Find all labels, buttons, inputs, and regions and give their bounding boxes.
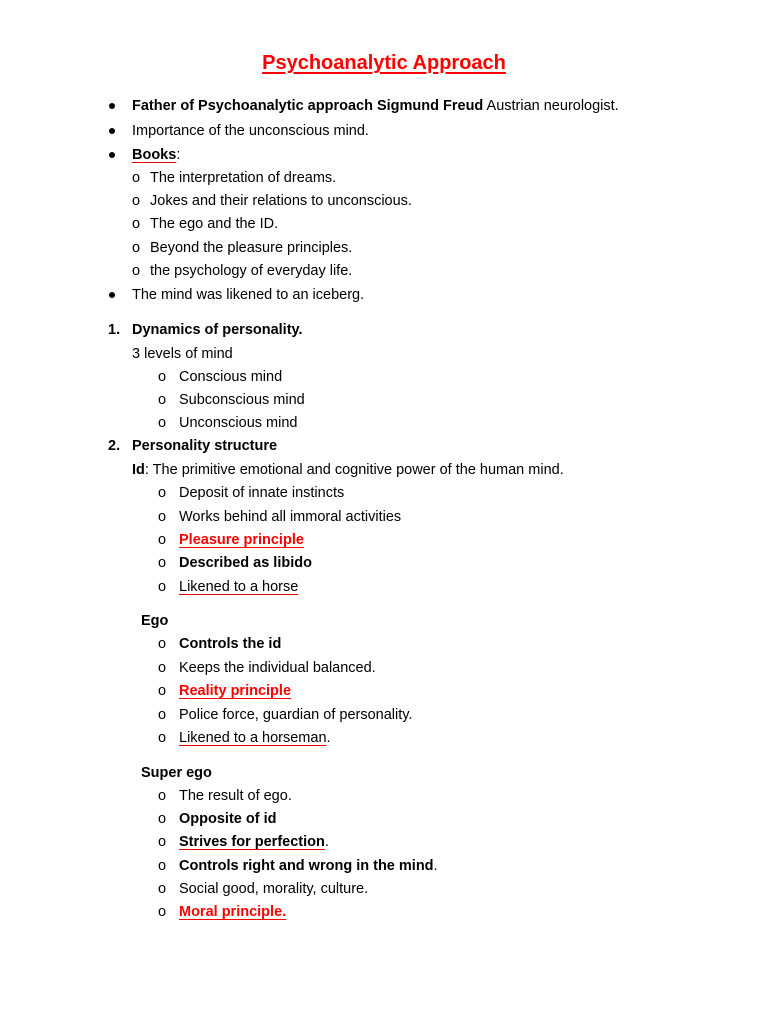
list-marker: o [158,392,167,408]
superego-label: Super ego [141,765,212,781]
mind-level-item: Subconscious mind [179,392,305,408]
mind-level-item: Unconscious mind [179,415,298,431]
list-marker: o [158,415,167,431]
ego-label: Ego [141,613,169,629]
list-marker: o [158,555,167,571]
book-marker: o [132,216,141,232]
intro-bullet-books [132,145,180,165]
id-definition [132,460,564,480]
superego-item: Social good, morality, culture. [179,881,369,897]
intro-bullet-unconscious: Importance of the unconscious mind. [132,123,369,139]
list-marker: o [158,485,167,501]
list-marker: o [158,532,167,548]
freud-bold-text: Father of Psychoanalytic approach Sigmund Freud [132,98,484,114]
list-marker: o [158,730,167,746]
ego-item: Police force, guardian of personality. [179,707,413,723]
book-marker: o [132,263,141,279]
book-marker: o [132,170,141,186]
list-marker: o [158,660,167,676]
list-marker: o [158,509,167,525]
list-marker: o [158,369,167,385]
book-marker: o [132,240,141,256]
ego-item-controls-id: Controls the id [179,636,282,652]
section2-heading: Personality structure [132,438,278,454]
books-label: Books [132,147,177,163]
list-marker: o [158,811,167,827]
period: . [326,730,331,746]
superego-item-right-wrong [179,856,438,876]
moral-principle-text: Moral principle [179,904,283,920]
mind-level-item: Conscious mind [179,369,283,385]
horseman-text: Likened to a horseman [179,730,327,746]
section1-heading: Dynamics of personality. [132,322,303,338]
list-marker: o [158,636,167,652]
period: . [282,904,287,920]
id-item-pleasure-principle: Pleasure principle [179,532,304,548]
perfection-text: Strives for perfection [179,834,325,850]
list-marker: o [158,834,167,850]
book-item: Jokes and their relations to unconscious. [150,193,412,209]
section2-number: 2. [108,438,121,454]
superego-item-perfection [179,832,329,852]
freud-rest-text: Austrian neurologist. [483,98,619,114]
book-marker: o [132,193,141,209]
list-marker: o [158,683,167,699]
book-item: the psychology of everyday life. [150,263,353,279]
list-marker: o [158,881,167,897]
ego-item-reality-principle: Reality principle [179,683,292,699]
bullet-icon [109,103,115,109]
id-item: Works behind all immoral activities [179,509,402,525]
section1-subtitle: 3 levels of mind [132,346,233,362]
list-marker: o [158,858,167,874]
list-marker: o [158,707,167,723]
period: . [324,834,329,850]
bullet-icon [109,152,115,158]
id-item-horse: Likened to a horse [179,579,299,595]
list-marker: o [158,788,167,804]
book-item: The interpretation of dreams. [150,170,337,186]
list-marker: o [158,904,167,920]
period: . [433,858,438,874]
ego-item-horseman [179,728,331,748]
id-item-libido: Described as libido [179,555,312,571]
bullet-icon [109,292,115,298]
id-label: Id [132,462,145,478]
page-title: Psychoanalytic Approach [262,52,506,74]
books-colon: : [176,147,181,163]
superego-item: The result of ego. [179,788,292,804]
list-marker: o [158,579,167,595]
superego-item-moral-principle [179,902,286,922]
bullet-icon [109,128,115,134]
superego-item-opposite: Opposite of id [179,811,277,827]
intro-bullet-freud [132,96,619,116]
section1-number: 1. [108,322,121,338]
book-item: The ego and the ID. [150,216,279,232]
right-wrong-text: Controls right and wrong in the mind [179,858,434,874]
id-description: : The primitive emotional and cognitive power of the human mind. [144,462,564,478]
book-item: Beyond the pleasure principles. [150,240,353,256]
ego-item: Keeps the individual balanced. [179,660,376,676]
id-item: Deposit of innate instincts [179,485,345,501]
intro-bullet-iceberg: The mind was likened to an iceberg. [132,287,365,303]
